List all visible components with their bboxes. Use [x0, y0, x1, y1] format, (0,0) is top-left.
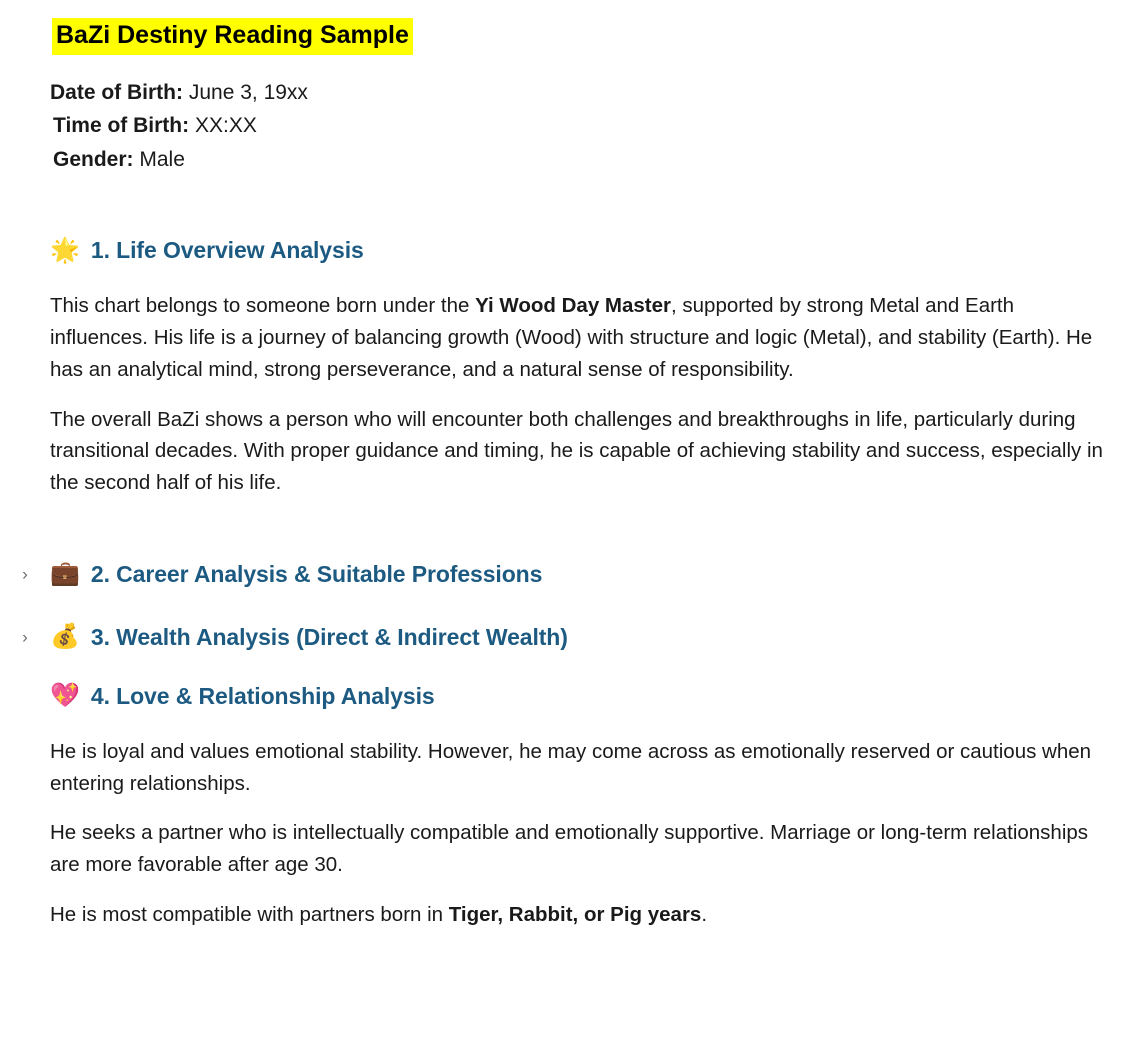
- text-run: He is most compatible with partners born in: [50, 902, 449, 926]
- section-love-relationship: [50, 683, 1103, 931]
- text-run-bold: Yi Wood Day Master: [475, 294, 672, 318]
- section-title-love-relationship: 4. Love & Relationship Analysis: [90, 682, 435, 709]
- text-run-bold: Tiger, Rabbit, or Pig years: [448, 902, 702, 926]
- section-title-wealth: 3. Wealth Analysis (Direct & Indirect Wealth): [90, 623, 568, 650]
- paragraph: [50, 817, 1103, 881]
- paragraph: [50, 736, 1103, 800]
- section-wealth: [22, 623, 1103, 651]
- meta-value-time-of-birth: XX:XX: [194, 114, 257, 138]
- meta-row-gender: [50, 144, 1103, 176]
- text-run: This chart belongs to someone born under the: [50, 294, 476, 318]
- meta-label-gender: Gender:: [53, 147, 134, 171]
- meta-value-date-of-birth: June 3, 19xx: [188, 80, 308, 104]
- paragraph: [50, 404, 1103, 499]
- paragraph: [50, 899, 1103, 931]
- meta-row-time-of-birth: [50, 110, 1103, 142]
- meta-value-gender: Male: [139, 147, 185, 171]
- section-heading-life-overview[interactable]: [50, 237, 1103, 264]
- section-heading-career[interactable]: [22, 560, 1103, 588]
- chevron-right-icon[interactable]: ›: [22, 627, 28, 647]
- paragraph: [50, 290, 1103, 385]
- text-run: , supported by strong Metal and Earth influences. His life is a journey of balancing growth (Wood) with structure and logic (Metal), and stability (Earth). He has an analytical mind, strong perseverance, and a natural sense of responsibility.: [50, 294, 1093, 381]
- sun-emoji: 🌟: [50, 236, 80, 264]
- section-heading-wealth[interactable]: [22, 623, 1103, 651]
- money-bag-emoji: 💰: [50, 623, 80, 651]
- text-run: He seeks a partner who is intellectually compatible and emotionally supportive. Marriage or long-term relationships are more favorable after age 30.: [50, 821, 1089, 877]
- page-title: BaZi Destiny Reading Sample: [52, 18, 413, 55]
- section-title-life-overview: 1. Life Overview Analysis: [90, 237, 364, 264]
- section-career: [22, 560, 1103, 588]
- section-body-love-relationship: [50, 736, 1103, 931]
- meta-label-date-of-birth: Date of Birth:: [50, 80, 183, 104]
- text-run: He is loyal and values emotional stability. However, he may come across as emotionally reserved or cautious when entering relationships.: [50, 739, 1092, 795]
- section-body-life-overview: [50, 290, 1103, 499]
- chevron-right-icon[interactable]: ›: [22, 564, 28, 584]
- sparkling-heart-emoji: 💖: [50, 682, 80, 710]
- section-title-career: 2. Career Analysis & Suitable Professions: [90, 560, 543, 587]
- birth-details-block: [50, 77, 1103, 176]
- section-life-overview: [50, 237, 1103, 499]
- section-heading-love-relationship[interactable]: [50, 683, 1103, 710]
- meta-label-time-of-birth: Time of Birth:: [53, 114, 190, 138]
- meta-row-date-of-birth: [50, 77, 1103, 109]
- text-run: The overall BaZi shows a person who will encounter both challenges and breakthroughs in life, particularly during transitional decades. With proper guidance and timing, he is capable of achieving stability and success, especially in the second half of his life.: [50, 407, 1103, 495]
- briefcase-emoji: 💼: [50, 560, 80, 588]
- text-run: .: [701, 902, 708, 926]
